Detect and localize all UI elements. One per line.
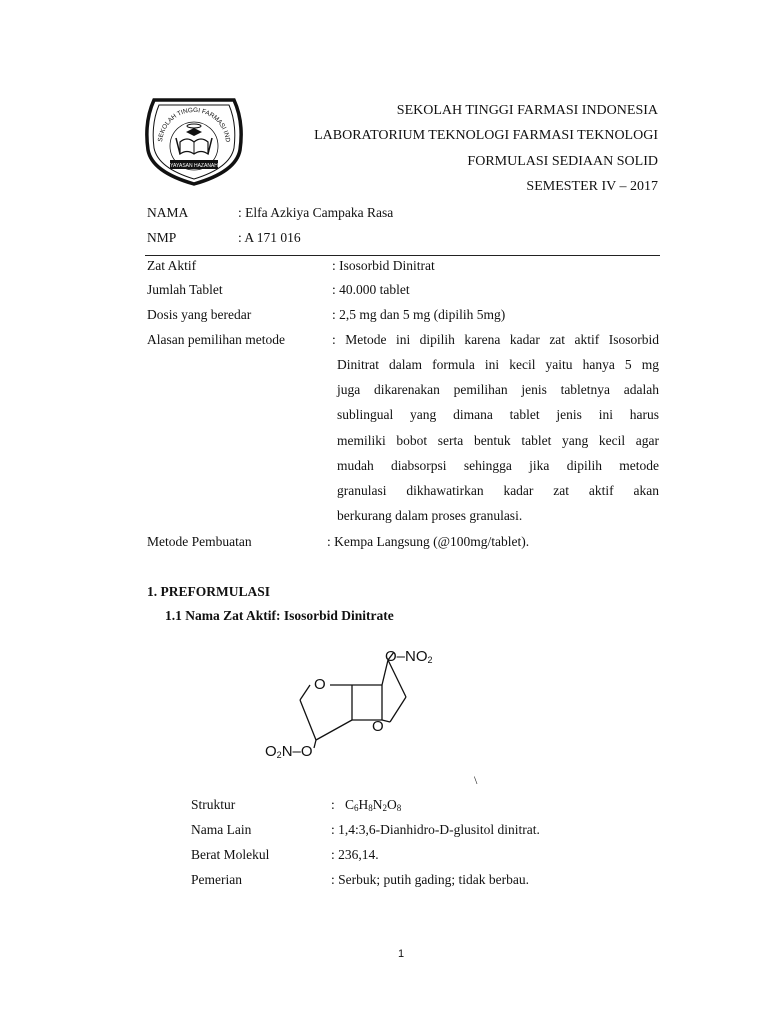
nitrate-group-bottom: $O_2N-O$ bbox=[265, 743, 313, 760]
formula-element: H bbox=[358, 797, 369, 812]
formula-subscript: 8 bbox=[396, 803, 402, 813]
berat-molekul-value: : 236,14. bbox=[331, 847, 379, 862]
nama-label: NAMA bbox=[147, 205, 189, 220]
section-heading: 1. PREFORMULASI bbox=[147, 584, 271, 599]
formula-element: N bbox=[372, 797, 383, 812]
stray-mark: \ bbox=[474, 773, 478, 787]
institution-logo bbox=[140, 92, 248, 188]
page-number: 1 bbox=[398, 948, 405, 960]
alasan-line: sublingual yang dimana tablet jenis ini harus bbox=[337, 407, 659, 422]
header-course: FORMULASI SEDIAAN SOLID bbox=[467, 154, 658, 169]
molecular-formula bbox=[345, 797, 401, 813]
metode-value: : Kempa Langsung (@100mg/tablet). bbox=[327, 534, 530, 549]
berat-molekul-label: Berat Molekul bbox=[191, 847, 270, 862]
formula-element: C bbox=[345, 797, 355, 812]
alasan-label: Alasan pemilihan metode bbox=[147, 332, 285, 347]
formula-element: O bbox=[387, 797, 397, 812]
alasan-line: : Metode ini dipilih karena kadar zat aktif Isosorbid bbox=[332, 332, 659, 347]
dosis-label: Dosis yang beredar bbox=[147, 307, 252, 322]
logo-ring-text: SEKOLAH TINGGI FARMASI IND bbox=[157, 106, 232, 143]
logo-banner-text: YAYASAN HAZANAH bbox=[170, 163, 218, 169]
alasan-line: Dinitrat dalam formula ini kecil yaitu hanya 5 mg bbox=[337, 357, 659, 372]
struktur-colon: : bbox=[331, 797, 335, 812]
nama-lain-label: Nama Lain bbox=[191, 822, 252, 837]
nitrate-group-top: $O-NO_2$ bbox=[385, 648, 433, 665]
nama-lain-value: : 1,4:3,6-Dianhidro-D-glusitol dinitrat. bbox=[331, 822, 540, 837]
formula-subscript: 2 bbox=[382, 803, 388, 813]
pemerian-label: Pemerian bbox=[191, 872, 242, 887]
nama-value: : Elfa Azkiya Campaka Rasa bbox=[238, 205, 394, 220]
header-school-name: SEKOLAH TINGGI FARMASI INDONESIA bbox=[396, 103, 658, 118]
metode-label: Metode Pembuatan bbox=[147, 534, 252, 549]
nmp-value: : A 171 016 bbox=[238, 230, 301, 245]
subsection-heading: 1.1 Nama Zat Aktif: Isosorbid Dinitrate bbox=[165, 608, 394, 623]
struktur-label: Struktur bbox=[191, 797, 236, 812]
alasan-line: mudah diabsorpsi sehingga jika dipilih metode bbox=[337, 458, 659, 473]
nmp-label: NMP bbox=[147, 230, 177, 245]
formula-subscript: 6 bbox=[354, 803, 359, 813]
ring-oxygen-left: O bbox=[314, 676, 326, 693]
dosis-value: : 2,5 mg dan 5 mg (dipilih 5mg) bbox=[332, 307, 506, 322]
alasan-line: berkurang dalam proses granulasi. bbox=[337, 508, 523, 523]
zat-aktif-label: Zat Aktif bbox=[147, 258, 197, 273]
header-semester: SEMESTER IV – 2017 bbox=[526, 179, 658, 194]
header-divider bbox=[145, 255, 660, 256]
jumlah-tablet-label: Jumlah Tablet bbox=[147, 282, 223, 297]
zat-aktif-value: : Isosorbid Dinitrat bbox=[332, 258, 435, 273]
formula-subscript: 8 bbox=[368, 803, 373, 813]
pemerian-value: : Serbuk; putih gading; tidak berbau. bbox=[331, 872, 529, 887]
jumlah-tablet-value: : 40.000 tablet bbox=[332, 282, 410, 297]
alasan-line: memiliki bobot serta bentuk tablet yang kecil agar bbox=[337, 433, 659, 448]
logo-emblem bbox=[140, 92, 248, 188]
chemical-structure bbox=[240, 640, 490, 780]
header-laboratory: LABORATORIUM TEKNOLOGI FARMASI TEKNOLOGI bbox=[314, 128, 658, 143]
ring-oxygen-right: O bbox=[372, 718, 384, 735]
alasan-line: granulasi dikhawatirkan kadar zat aktif akan bbox=[337, 483, 659, 498]
alasan-line: juga dikarenakan pemilihan jenis tabletnya adalah bbox=[337, 382, 659, 397]
